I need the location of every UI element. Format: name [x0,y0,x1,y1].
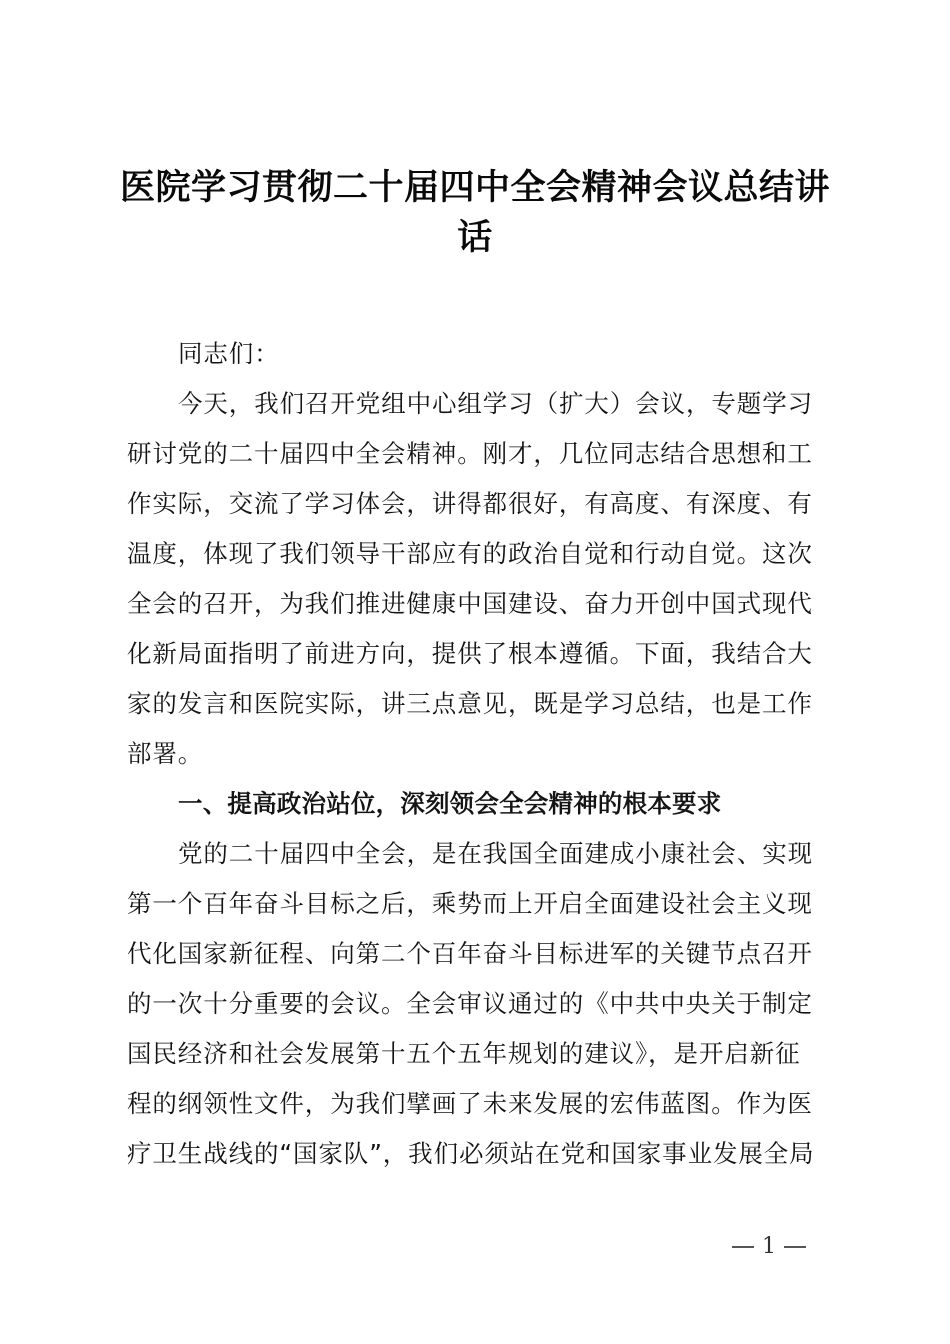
text-line: 代化国家新征程、向第二个百年奋斗目标进军的关键节点召开 [127,939,813,968]
text-line: 的一次十分重要的会议。全会审议通过的《中共中央关于制定 [127,989,813,1018]
text-line: 党的二十届四中全会，是在我国全面建成小康社会、实现 [178,839,813,868]
text-line: 国民经济和社会发展第十五个五年规划的建议》，是开启新征 [127,1039,801,1068]
page-footer [724,1234,804,1259]
text-line: 部署。 [127,739,204,768]
text-line: 今天，我们召开党组中心组学习（扩大）会议，专题学习 [178,389,813,418]
page-number: 1 [762,1234,776,1259]
text-line: 全会的召开，为我们推进健康中国建设、奋力开创中国式现代 [127,589,813,618]
salutation: 同志们： [178,339,280,368]
section-heading-1: 一、提高政治站位，深刻领会全会精神的根本要求 [178,789,722,818]
text-line: 家的发言和医院实际，讲三点意见，既是学习总结，也是工作 [127,689,813,718]
document-title-line-1: 医院学习贯彻二十届四中全会精神会议总结讲 [119,168,830,208]
text-line: 温度，体现了我们领导干部应有的政治自觉和行动自觉。这次 [127,539,813,568]
text-line: 研讨党的二十届四中全会精神。刚才，几位同志结合思想和工 [127,439,813,468]
text-line: 程的纲领性文件，为我们擘画了未来发展的宏伟蓝图。作为医 [127,1089,813,1118]
text-line: 作实际，交流了学习体会，讲得都很好，有高度、有深度、有 [127,489,813,518]
dash-left-icon [732,1246,754,1248]
dash-right-icon [784,1246,806,1248]
text-line: 疗卫生战线的“国家队”，我们必须站在党和国家事业发展全局 [127,1139,815,1168]
document-title-line-2: 话 [457,218,493,258]
text-line: 化新局面指明了前进方向，提供了根本遵循。下面，我结合大 [127,639,813,668]
text-line: 第一个百年奋斗目标之后，乘势而上开启全面建设社会主义现 [127,889,813,918]
